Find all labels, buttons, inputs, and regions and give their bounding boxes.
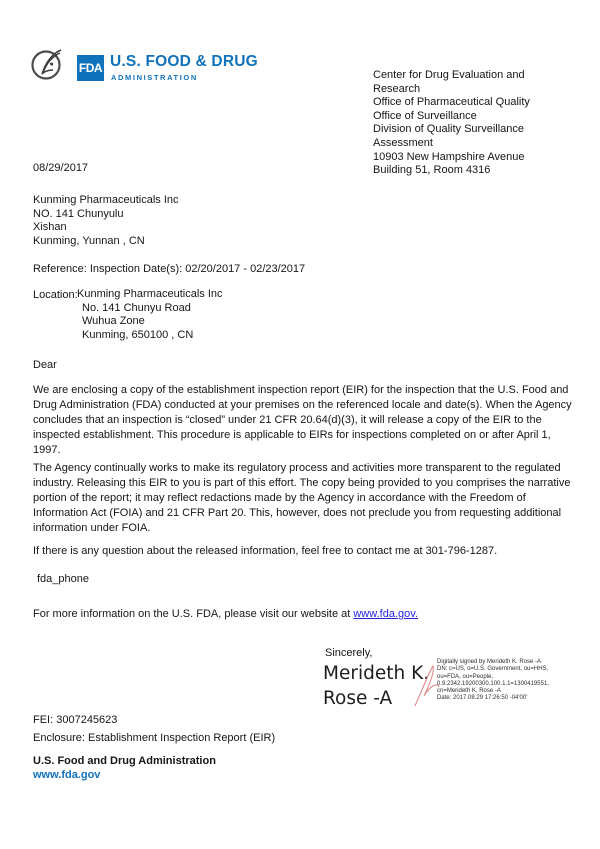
fda-logo: FDA xyxy=(77,55,104,81)
body-paragraph-2: The Agency continually works to make its regulatory process and activities more transparent to the regulated industry. Releasing this EIR to you is part of this effort. The copy being provided to you comprises the narrative portion of the report; it may reflect redactions made by the Agency in accordance with the Freedom of Information Act (FOIA) and 21 CFR Part 20. This, however, does not preclude you from requesting additional information under FOIA. xyxy=(33,462,571,534)
digital-signature-line: Date: 2017.08.29 17:26:50 -04'00' xyxy=(437,695,528,702)
salutation: Dear xyxy=(33,359,57,371)
letter-date: 08/29/2017 xyxy=(33,162,89,174)
closing: Sincerely, xyxy=(325,647,373,659)
office-line: Office of Pharmaceutical Quality xyxy=(373,96,530,109)
reference-value: Inspection Date(s): 02/20/2017 - 02/23/2017 xyxy=(89,263,306,275)
signer-name: Merideth K. Rose -A xyxy=(323,663,430,709)
footer-org-name: U.S. Food and Drug Administration xyxy=(33,755,216,767)
hhs-eagle-logo xyxy=(30,47,66,86)
enclosure-line: Enclosure: Establishment Inspection Report (EIR) xyxy=(33,732,276,744)
location-line: No. 141 Chunyu Road xyxy=(82,301,191,314)
reference-line xyxy=(33,262,305,277)
office-line: Center for Drug Evaluation and xyxy=(373,69,525,81)
office-line: Division of Quality Surveillance xyxy=(373,123,525,136)
fda-website-link[interactable]: www.fda.gov. xyxy=(353,608,418,620)
location-line: Kunming Pharmaceuticals Inc xyxy=(77,288,223,300)
recipient-line: NO. 141 Chunyulu xyxy=(33,207,124,220)
office-line: Assessment xyxy=(373,136,433,149)
digital-signature-line: cn=Merideth K. Rose -A xyxy=(437,688,501,695)
fda-brand-line2: ADMINISTRATION xyxy=(111,73,198,82)
digital-signature-details xyxy=(437,659,593,703)
digital-signature-line: Digitally signed by Merideth K. Rose -A xyxy=(437,659,542,665)
digital-signature-line: ou=FDA, ou=People, xyxy=(437,673,494,680)
location-line: Wuhua Zone xyxy=(82,315,145,328)
fda-phone-placeholder: fda_phone xyxy=(37,573,89,585)
office-address-block xyxy=(373,69,591,178)
recipient-line: Xishan xyxy=(33,221,67,234)
recipient-line: Kunming Pharmaceuticals Inc xyxy=(33,194,179,206)
footer-website-link[interactable]: www.fda.gov xyxy=(33,769,101,781)
website-line xyxy=(33,607,579,622)
fei-number: FEI: 3007245623 xyxy=(33,714,118,726)
office-line: Building 51, Room 4316 xyxy=(373,164,491,177)
office-line: 10903 New Hampshire Avenue xyxy=(373,150,525,163)
website-line-text: For more information on the U.S. FDA, please visit our website at xyxy=(33,608,354,620)
body-paragraph-3: If there is any question about the released information, feel free to contact me at 301-796-1287. xyxy=(33,545,498,557)
location-line: Kunming, 650100 , CN xyxy=(82,328,194,341)
digital-signature-line: 0.9.2342.19200300.100.1.1=1300419551, xyxy=(437,680,549,687)
office-line: Office of Surveillance xyxy=(373,109,477,122)
location-address-block xyxy=(77,288,223,342)
recipient-line: Kunming, Yunnan , CN xyxy=(33,234,145,247)
reference-label: Reference: xyxy=(33,263,87,275)
location-label: Location: xyxy=(33,289,78,301)
fda-brand-line1: U.S. FOOD & DRUG xyxy=(110,53,258,70)
body-paragraph-1: We are enclosing a copy of the establishment inspection report (EIR) for the inspection that the U.S. Food and Drug Administration (FDA) conducted at your premises on the referenced locale and date(s). When the Agency concludes that an inspection is “closed” under 21 CFR 20.64(d)(3), it will release a copy of the EIR to the inspected establishment. This procedure is applicable to EIRs for inspections completed on or after April 1, 1997. xyxy=(33,384,572,456)
office-line: Research xyxy=(373,82,421,95)
digital-signature-line: DN: c=US, o=U.S. Government, ou=HHS, xyxy=(437,666,549,673)
recipient-address-block xyxy=(33,194,179,248)
